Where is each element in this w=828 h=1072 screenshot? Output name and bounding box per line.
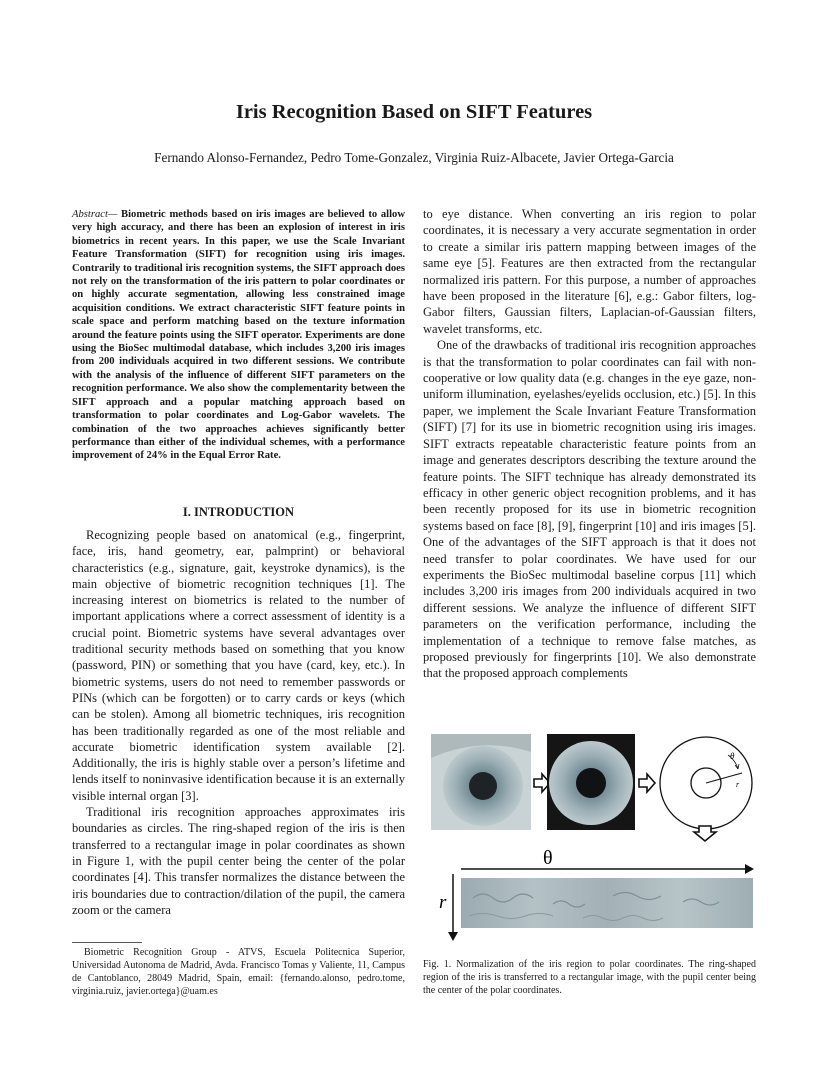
intro-paragraph-2: Traditional iris recognition approaches approximates iris boundaries as circles. The ring-shaped region of the iris is then transferred to a rectangular image in polar coordinates as shown in Figure 1, with the pupil center being the center of the polar coordinates [4]. This transfer normalizes the distance between the iris boundaries due to contraction/dilation of the pupil, the camera zoom or the camera (72, 805, 405, 917)
right-arrow-icon (639, 774, 655, 792)
paper-title: Iris Recognition Based on SIFT Features (235, 101, 593, 123)
introduction-text (72, 527, 405, 918)
right-paragraph-1: to eye distance. When converting an iris region to polar coordinates, it is necessary a very accurate segmentation in order to create a similar iris pattern mapping between images of the same eye [5]. Features are then extracted from the rectangular normalized iris pattern. For this purpose, a number of approaches have been proposed in the literature [6], e.g.: Gabor filters, log-Gabor filters, Gaussian filters, Laplacian-of-Gaussian filters, wavelet transforms, etc. (423, 207, 756, 336)
theta-axis-label: θ (543, 847, 553, 869)
right-column-text (423, 206, 756, 682)
intro-paragraph-1: Recognizing people based on anatomical (e.g., fingerprint, face, iris, hand geometry, ear, palmprint) or behavioral characteristics (e.g., signature, gait, keystroke dynamics), is the main objective of biometric recognition techniques [1]. The increasing interest on biometrics is related to the number of important applications where a correct assessment of identity is a crucial point. Biometric systems have several advantages over traditional security methods based on something that you know (password, PIN) or something that you have (card, key, etc.). In biometric systems, users do not need to remember passwords or PINs (which can be forgotten) or to carry cards or keys (which can be stolen). Among all biometric techniques, iris recognition has been traditionally regarded as one of the most reliable and accurate biometric identification system available [2]. Additionally, the iris is highly stable over a person’s lifetime and lends itself to noninvasive identification because it is an externally visible internal organ [3]. (72, 528, 405, 803)
abstract-text: Biometric methods based on iris images are believed to allow very high accuracy, and there has been an explosion of interest in iris biometrics in recent years. In this paper, we use the Scale Invariant Feature Transformation (SIFT) for recognition using iris images. Contrarily to traditional iris recognition systems, the SIFT approach does not rely on the transformation of the iris pattern to polar coordinates or on highly accurate segmentation, allowing less constrained image acquisition conditions. We extract characteristic SIFT feature points in scale space and perform matching based on the texture information around the feature points using the SIFT operator. Experiments are done using the BioSec multimodal database, which includes 3,200 iris images from 200 individuals acquired in two different sessions. We contribute with the analysis of the influence of different SIFT parameters on the recognition performance. We also show the complementarity between the SIFT approach and a popular matching approach based on transformation to polar coordinates and Log-Gabor wavelets. The combination of the two approaches achieves significantly better performance than either of the individual schemes, with a performance improvement of 24% in the Equal Error Rate. (72, 209, 405, 462)
abstract (72, 208, 405, 463)
right-paragraph-2: One of the drawbacks of traditional iris recognition approaches is that the transformation to polar coordinates can fail with non-cooperative or low quality data (e.g. changes in the eye gaze, non-uniform illumination, eyelashes/eyelids occlusion, etc.) [5]. In this paper, we implement the Scale Invariant Feature Transformation (SIFT) [7] for its use in biometric recognition using iris images. SIFT extracts repeatable characteristic feature points from an image and generates descriptors describing the texture around the feature points. The SIFT technique has already demonstrated its efficacy in other generic object recognition problems, and it has been recently proposed for its use in biometric recognition systems based on face [8], [9], fingerprint [10] and iris images [5]. One of the advantages of the SIFT approach is that it does not need transfer to polar coordinates. We have used for our experiments the BioSec multimodal baseline corpus [11] which includes 3,200 iris images from 200 individuals acquired in two different sessions. We analyze the influence of different SIFT parameters on the verification performance, including the implementation of a technique to remove false matches, as proposed previously for fingerprints [10]. We also demonstrate that the proposed approach complements (423, 338, 756, 681)
polar-coordinate-diagram (660, 737, 752, 829)
footnote-text: Biometric Recognition Group - ATVS, Escuela Politecnica Superior, Universidad Autonoma de Madrid, Avda. Francisco Tomas y Valiente, 11, Campus de Cantoblanco, 28049 Madrid, Spain, email: {fernando.alonso, pedro.tome, virginia.ruiz, javier.ortega}@uam.es (72, 947, 405, 997)
eye-image (431, 734, 531, 830)
author-list: Fernando Alonso-Fernandez, Pedro Tome-Gonzalez, Virginia Ruiz-Albacete, Javier Ortega-Garcia (154, 150, 674, 165)
normalized-iris-strip (461, 878, 753, 928)
footnote-rule (72, 942, 142, 943)
figure-1-graphic (423, 728, 756, 943)
abstract-label: Abstract— (72, 209, 118, 220)
footnote (72, 946, 405, 998)
r-axis-label: r (439, 892, 447, 913)
figure-1 (423, 728, 756, 943)
figure-caption (423, 958, 756, 997)
figure-caption-text: Fig. 1. Normalization of the iris region to polar coordinates. The ring-shaped region of the iris is transferred to a rectangular image, with the pupil center being the center of the polar coordinates. (423, 959, 756, 996)
r-label-small: r (736, 780, 740, 789)
theta-label-small: θ (730, 751, 735, 761)
segmented-iris-image (547, 734, 635, 830)
section-heading-introduction: I. INTRODUCTION (182, 505, 295, 519)
